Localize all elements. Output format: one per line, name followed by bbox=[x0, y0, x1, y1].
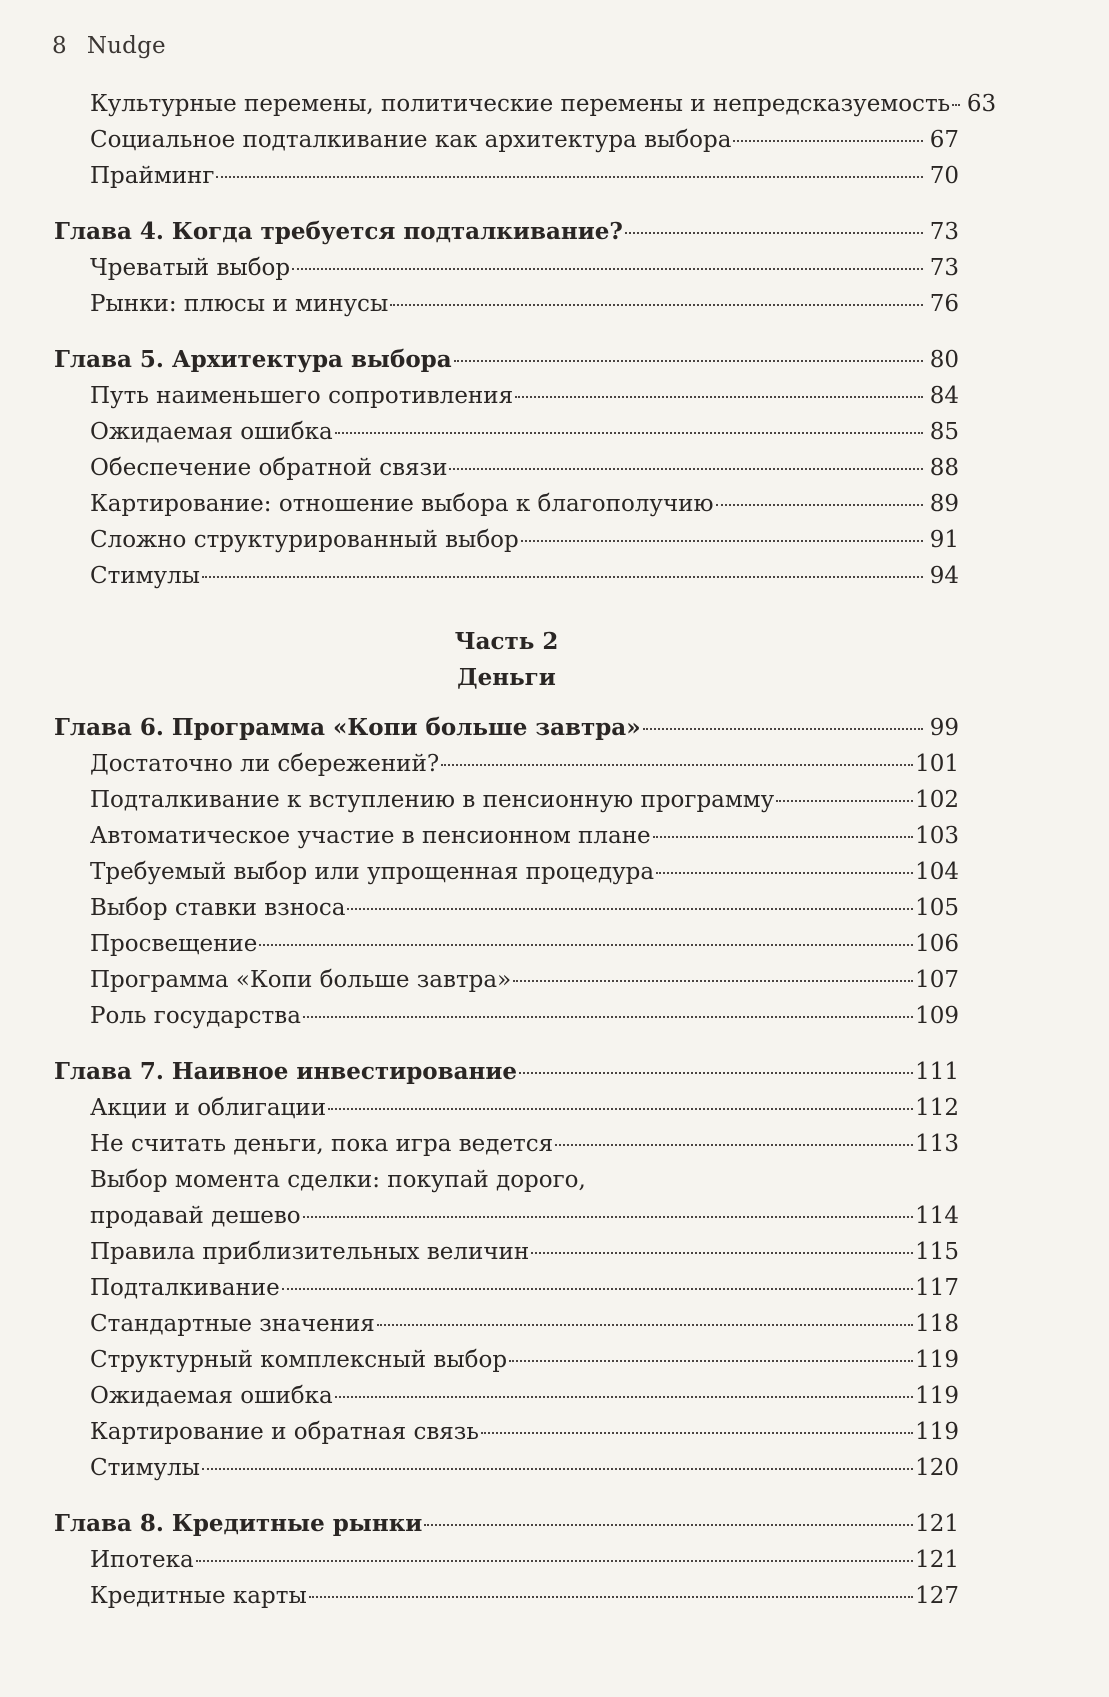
dot-leader bbox=[513, 979, 913, 982]
toc-entry-title: Подталкивание bbox=[90, 1275, 280, 1301]
toc-entry-title: Ипотека bbox=[90, 1547, 194, 1573]
dot-leader bbox=[335, 431, 923, 434]
toc-entry-page: 73 bbox=[929, 219, 959, 245]
toc-section-entry bbox=[54, 250, 959, 286]
toc-section-entry bbox=[54, 522, 959, 558]
toc-chapter-title: Глава 4. Когда требуется подталкивание? bbox=[54, 218, 623, 245]
toc-entry-title: Картирование: отношение выбора к благополучию bbox=[90, 491, 714, 517]
toc-entry-page: 115 bbox=[915, 1239, 959, 1265]
dot-leader bbox=[292, 267, 923, 270]
toc-entry-title: Достаточно ли сбережений? bbox=[90, 751, 440, 777]
toc-entry-title: Роль государства bbox=[90, 1003, 301, 1029]
toc-section-entry bbox=[54, 1306, 959, 1342]
dot-leader bbox=[335, 1395, 913, 1398]
toc-entry-title: Ожидаемая ошибка bbox=[90, 1383, 333, 1409]
dot-leader bbox=[531, 1251, 913, 1254]
toc-entry-title: Стандартные значения bbox=[90, 1311, 375, 1337]
toc-entry-page: 105 bbox=[915, 895, 959, 921]
toc-section-entry bbox=[54, 558, 959, 594]
toc-entry-page: 76 bbox=[929, 291, 959, 317]
toc-entry-title: Сложно структурированный выбор bbox=[90, 527, 519, 553]
toc-section-entry bbox=[54, 962, 959, 998]
toc-entry-title: Кредитные карты bbox=[90, 1583, 307, 1609]
toc-section-entry bbox=[54, 450, 959, 486]
toc-entry-page: 121 bbox=[915, 1547, 959, 1573]
table-of-contents bbox=[54, 86, 997, 1614]
toc-entry-title: Социальное подталкивание как архитектура выбора bbox=[90, 127, 732, 153]
toc-entry-page: 112 bbox=[915, 1095, 959, 1121]
dot-leader bbox=[555, 1143, 913, 1146]
toc-entry-page: 99 bbox=[929, 715, 959, 741]
toc-chapter-entry bbox=[54, 1054, 959, 1090]
toc-entry-page: 84 bbox=[929, 383, 959, 409]
dot-leader bbox=[716, 503, 923, 506]
toc-entry-page: 91 bbox=[929, 527, 959, 553]
dot-leader bbox=[509, 1359, 913, 1362]
dot-leader bbox=[303, 1015, 913, 1018]
toc-section-entry bbox=[54, 1450, 959, 1486]
toc-entry-page: 107 bbox=[915, 967, 959, 993]
toc-entry-page: 104 bbox=[915, 859, 959, 885]
toc-entry-page: 120 bbox=[915, 1455, 959, 1481]
toc-entry-page: 119 bbox=[915, 1419, 959, 1445]
dot-leader bbox=[377, 1323, 913, 1326]
toc-section-entry bbox=[54, 1090, 959, 1126]
dot-leader bbox=[449, 467, 923, 470]
toc-section-entry bbox=[54, 86, 997, 122]
dot-leader bbox=[653, 835, 913, 838]
toc-section-entry bbox=[54, 1414, 959, 1450]
part-title: Деньги bbox=[457, 664, 556, 691]
running-header bbox=[52, 33, 166, 59]
toc-entry-title: Ожидаемая ошибка bbox=[90, 419, 333, 445]
toc-entry-title: Чреватый выбор bbox=[90, 255, 291, 281]
toc-entry-page: 67 bbox=[929, 127, 959, 153]
toc-entry-page: 118 bbox=[915, 1311, 959, 1337]
toc-section-entry bbox=[54, 1542, 959, 1578]
toc-section-entry bbox=[54, 158, 959, 194]
toc-chapter-entry bbox=[54, 1506, 959, 1542]
toc-entry-title: Культурные перемены, политические перемены и непредсказуемость bbox=[90, 91, 951, 117]
toc-entry-page: 80 bbox=[929, 347, 959, 373]
dot-leader bbox=[643, 727, 923, 730]
toc-entry-page: 102 bbox=[915, 787, 959, 813]
toc-section-entry bbox=[54, 1378, 959, 1414]
toc-entry-page: 89 bbox=[929, 491, 959, 517]
dot-leader bbox=[390, 303, 923, 306]
dot-leader bbox=[328, 1107, 913, 1110]
toc-entry-title: Не считать деньги, пока игра ведется bbox=[90, 1131, 554, 1157]
toc-entry-page: 106 bbox=[915, 931, 959, 957]
toc-section-entry bbox=[54, 926, 959, 962]
toc-section-entry bbox=[54, 1234, 959, 1270]
dot-leader bbox=[202, 1467, 913, 1470]
dot-leader bbox=[521, 539, 923, 542]
toc-entry-title: Путь наименьшего сопротивления bbox=[90, 383, 514, 409]
dot-leader bbox=[776, 799, 913, 802]
toc-entry-title: Акции и облигации bbox=[90, 1095, 327, 1121]
toc-chapter-title: Глава 6. Программа «Копи больше завтра» bbox=[54, 714, 641, 741]
toc-entry-page: 88 bbox=[929, 455, 959, 481]
dot-leader bbox=[303, 1215, 913, 1218]
dot-leader bbox=[519, 1071, 913, 1074]
toc-section-entry bbox=[54, 782, 959, 818]
toc-entry-page: 101 bbox=[915, 751, 959, 777]
toc-entry-page: 113 bbox=[915, 1131, 959, 1157]
toc-chapter-title: Глава 7. Наивное инвестирование bbox=[54, 1058, 518, 1085]
dot-leader bbox=[454, 359, 923, 362]
toc-section-entry bbox=[54, 1162, 959, 1234]
toc-entry-page: 85 bbox=[929, 419, 959, 445]
toc-entry-page: 63 bbox=[966, 91, 997, 117]
dot-leader bbox=[259, 943, 913, 946]
toc-chapter-entry bbox=[54, 342, 959, 378]
toc-entry-page: 94 bbox=[929, 563, 959, 589]
dot-leader bbox=[196, 1559, 913, 1562]
toc-section-entry bbox=[54, 414, 959, 450]
toc-section-entry bbox=[54, 998, 959, 1034]
toc-section-entry bbox=[54, 818, 959, 854]
toc-entry-page: 121 bbox=[915, 1511, 959, 1537]
part-number: Часть 2 bbox=[454, 628, 559, 655]
toc-entry-title: Правила приблизительных величин bbox=[90, 1239, 530, 1265]
toc-section-entry bbox=[54, 746, 959, 782]
toc-entry-page: 73 bbox=[929, 255, 959, 281]
toc-entry-page: 109 bbox=[915, 1003, 959, 1029]
toc-entry-title: Картирование и обратная связь bbox=[90, 1419, 479, 1445]
book-title: Nudge bbox=[86, 33, 166, 59]
dot-leader bbox=[656, 871, 913, 874]
dot-leader bbox=[282, 1287, 913, 1290]
dot-leader bbox=[625, 231, 923, 234]
toc-entry-page: 119 bbox=[915, 1347, 959, 1373]
toc-section-entry bbox=[54, 1342, 959, 1378]
toc-entry-title: Автоматическое участие в пенсионном плане bbox=[90, 823, 651, 849]
toc-entry-title: Структурный комплексный выбор bbox=[90, 1347, 508, 1373]
toc-section-entry bbox=[54, 1126, 959, 1162]
toc-entry-title: Прайминг bbox=[90, 163, 215, 189]
toc-entry-title: Обеспечение обратной связи bbox=[90, 455, 448, 481]
toc-section-entry bbox=[54, 890, 959, 926]
dot-leader bbox=[309, 1595, 913, 1598]
toc-entry-page: 119 bbox=[915, 1383, 959, 1409]
toc-entry-title: Требуемый выбор или упрощенная процедура bbox=[90, 859, 655, 885]
dot-leader bbox=[952, 103, 960, 106]
toc-entry-page: 114 bbox=[915, 1203, 959, 1229]
toc-section-entry bbox=[54, 1578, 959, 1614]
toc-chapter-entry bbox=[54, 214, 959, 250]
toc-entry-title: Подталкивание к вступлению в пенсионную программу bbox=[90, 787, 775, 813]
toc-entry-page: 70 bbox=[929, 163, 959, 189]
toc-entry-title: Стимулы bbox=[90, 1455, 200, 1481]
toc-entry-title: Рынки: плюсы и минусы bbox=[90, 291, 389, 317]
toc-section-entry bbox=[54, 378, 959, 414]
toc-chapter-title: Глава 5. Архитектура выбора bbox=[54, 346, 452, 373]
toc-entry-page: 117 bbox=[915, 1275, 959, 1301]
dot-leader bbox=[216, 175, 923, 178]
toc-entry-title: Просвещение bbox=[90, 931, 258, 957]
dot-leader bbox=[733, 139, 923, 142]
page-number: 8 bbox=[52, 33, 67, 59]
toc-chapter-title: Глава 8. Кредитные рынки bbox=[54, 1510, 423, 1537]
toc-chapter-entry bbox=[54, 710, 959, 746]
toc-section-entry bbox=[54, 854, 959, 890]
toc-section-entry bbox=[54, 486, 959, 522]
toc-entry-page: 127 bbox=[915, 1583, 959, 1609]
toc-entry-page: 111 bbox=[915, 1059, 959, 1085]
dot-leader bbox=[347, 907, 913, 910]
toc-entry-page: 103 bbox=[915, 823, 959, 849]
toc-entry-title: продавай дешево bbox=[90, 1203, 301, 1229]
toc-entry-title-line1: Выбор момента сделки: покупай дорого, bbox=[90, 1167, 586, 1193]
toc-section-entry bbox=[54, 286, 959, 322]
dot-leader bbox=[441, 763, 913, 766]
toc-section-entry bbox=[54, 122, 959, 158]
dot-leader bbox=[424, 1523, 913, 1526]
toc-entry-title: Выбор ставки взноса bbox=[90, 895, 346, 921]
toc-section-entry bbox=[54, 1270, 959, 1306]
dot-leader bbox=[481, 1431, 913, 1434]
toc-entry-title: Программа «Копи больше завтра» bbox=[90, 967, 512, 993]
dot-leader bbox=[202, 575, 923, 578]
dot-leader bbox=[515, 395, 923, 398]
toc-entry-title: Стимулы bbox=[90, 563, 200, 589]
part-heading bbox=[54, 624, 959, 696]
